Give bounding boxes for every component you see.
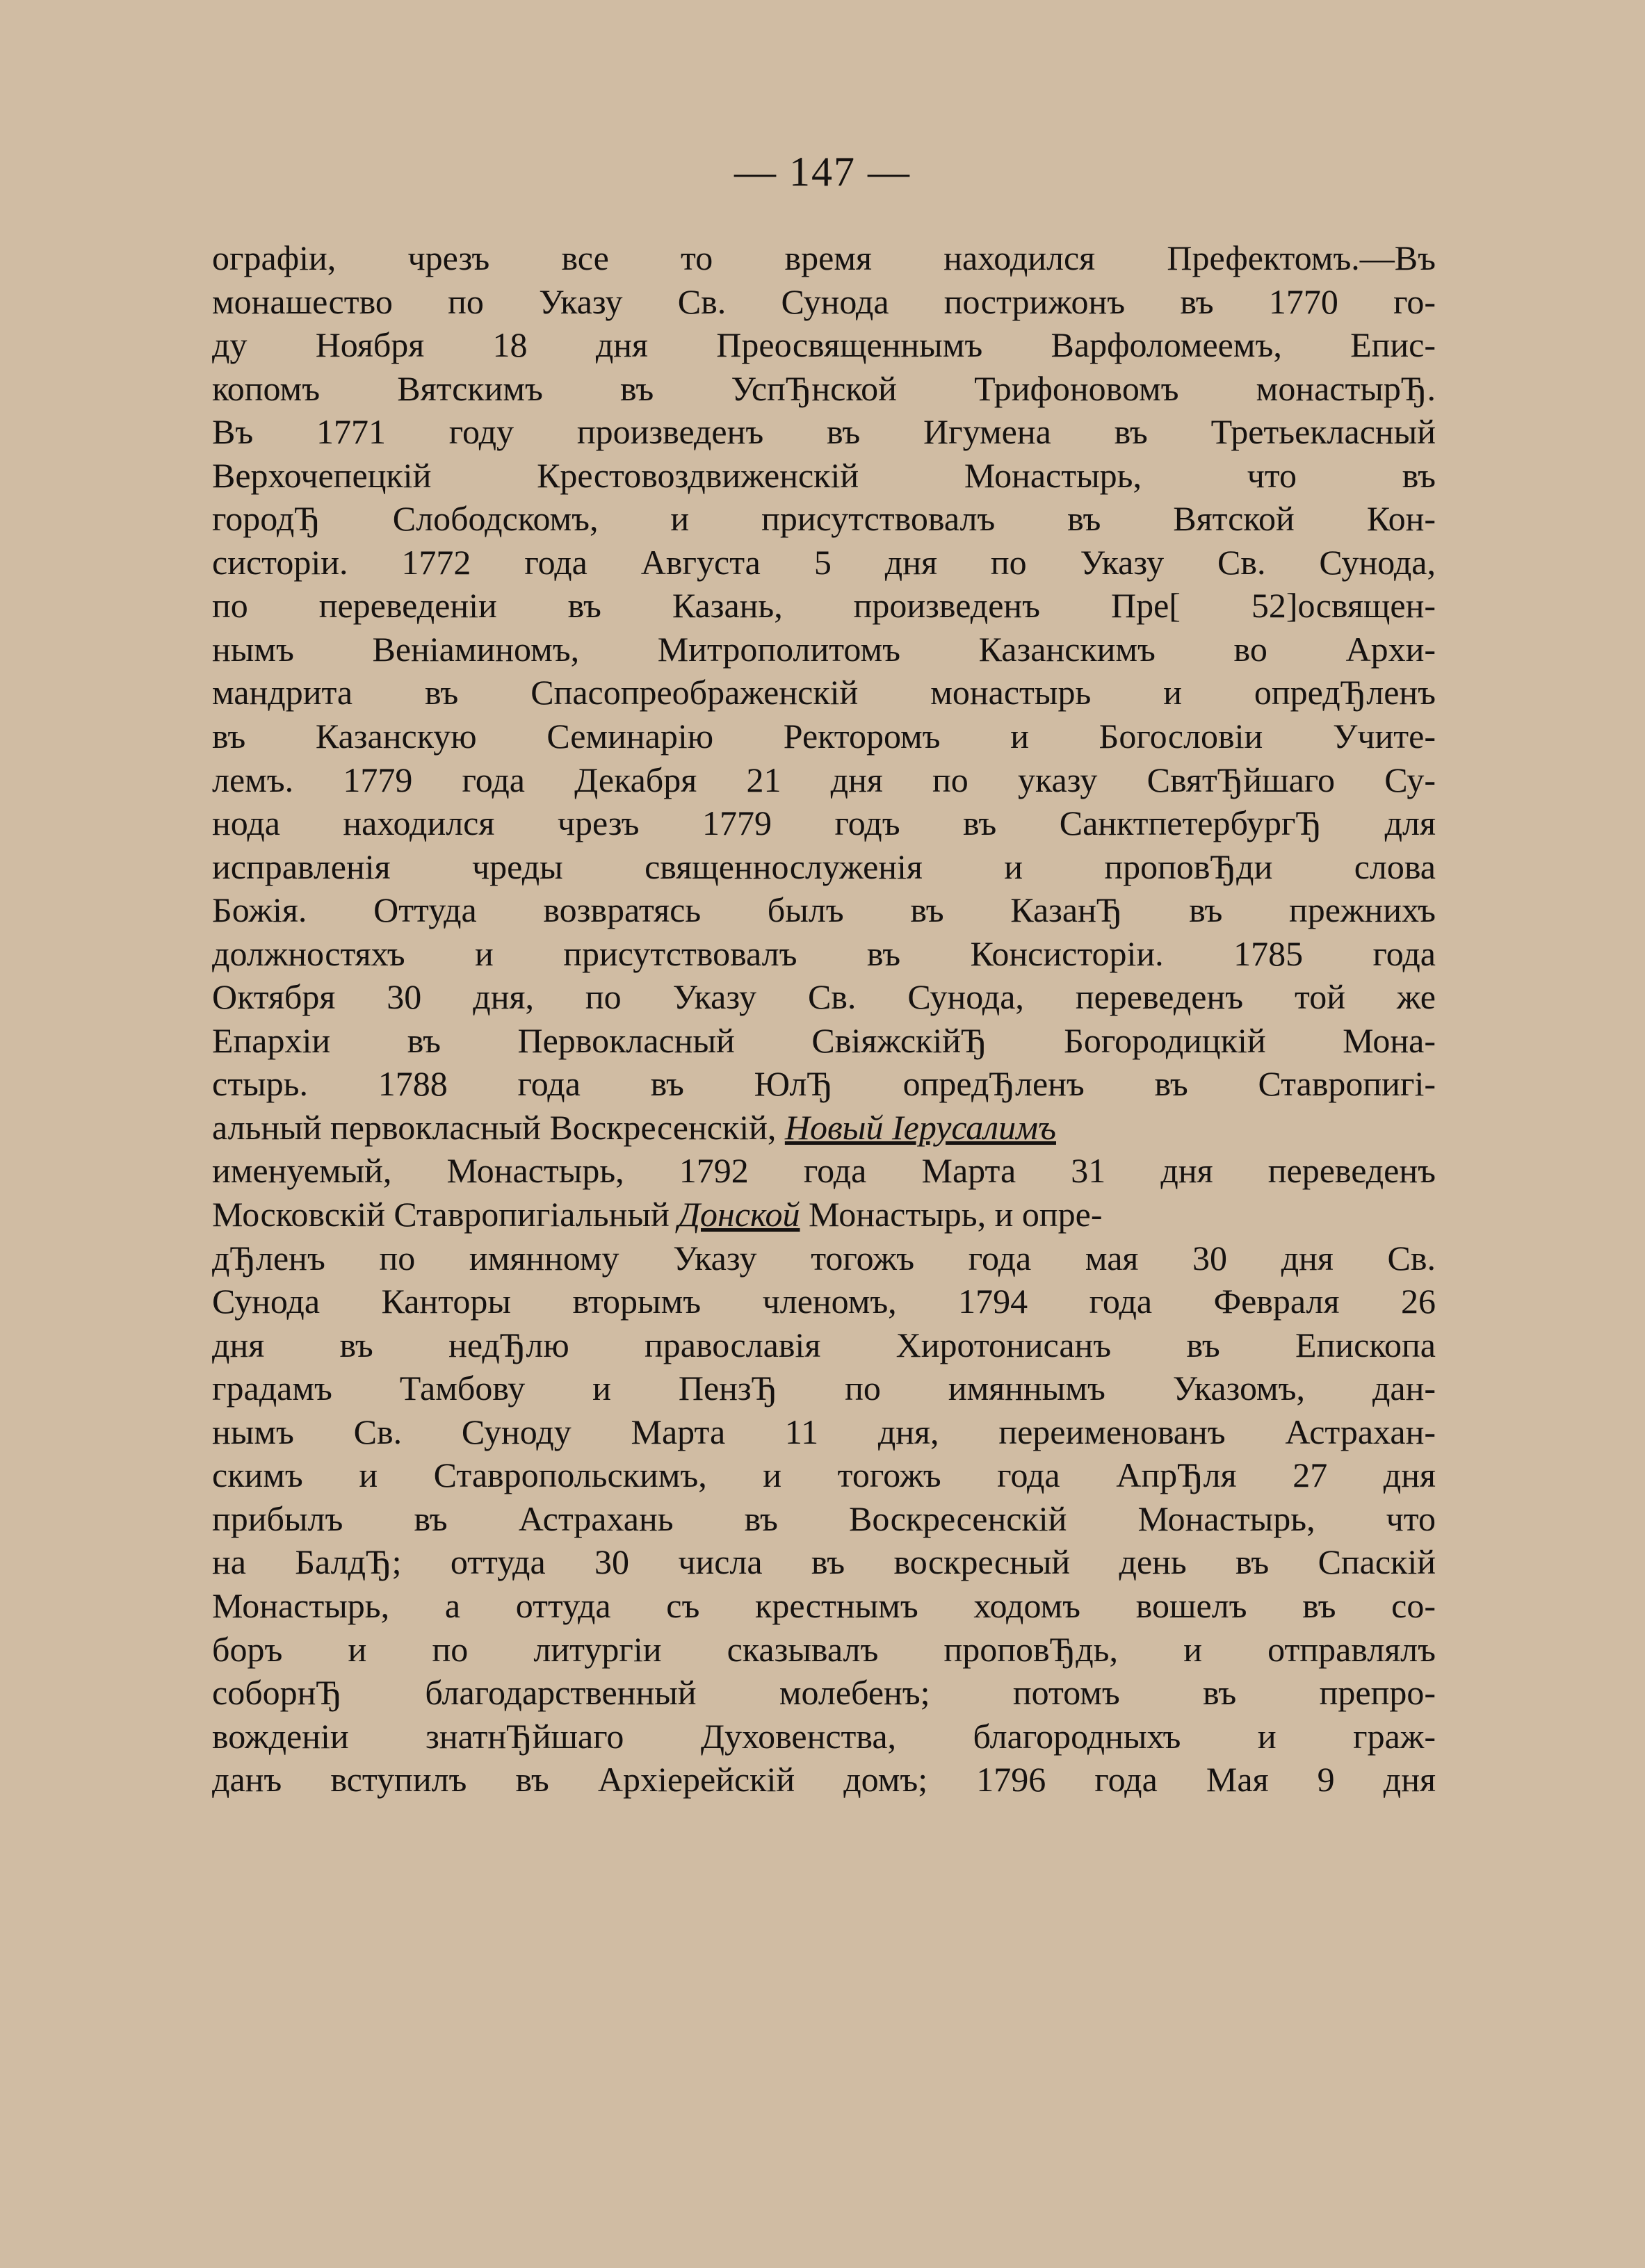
text-line: Епархіи въ Первокласный СвіяжскійЂ Богородицкій Мона-	[212, 1020, 1436, 1060]
text-line: копомъ Вятскимъ въ УспЂнской Трифоновомъ монастырЂ.	[212, 368, 1436, 408]
line-tail: Монастырь, и опре-	[809, 1195, 1103, 1234]
text-line: должностяхъ и присутствовалъ въ Консисторіи. 1785 года	[212, 933, 1436, 973]
text-line: прибылъ въ Астрахань въ Воскресенскій Монастырь, что	[212, 1499, 1436, 1538]
text-line: нымъ Веніаминомъ, Митрополитомъ Казанскимъ во Архи-	[212, 629, 1436, 669]
text-line: систоріи. 1772 года Августа 5 дня по Указу Св. Сунода,	[212, 542, 1436, 582]
text-line-with-italic	[212, 1106, 1436, 1150]
text-line: городЂ Слободскомъ, и присутствовалъ въ Вятской Кон-	[212, 499, 1436, 539]
text-line: дЂленъ по имянному Указу тогожъ года мая 30 дня Св.	[212, 1238, 1436, 1278]
text-line: ографіи, чрезъ все то время находился Префектомъ.—Въ	[212, 238, 1436, 277]
text-line: нымъ Св. Суноду Марта 11 дня, переименованъ Астрахан-	[212, 1412, 1436, 1451]
line-text: альный первокласный Воскресенскій,	[212, 1107, 777, 1147]
text-line: въ Казанскую Семинарію Ректоромъ и Богословіи Учите-	[212, 717, 1436, 756]
text-line: нода находился чрезъ 1779 годъ въ СанктпетербургЂ для	[212, 803, 1436, 843]
text-line: по переведеніи въ Казань, произведенъ Пре[ 52]освящен-	[212, 586, 1436, 626]
text-line: градамъ Тамбову и ПензЂ по имяннымъ Указомъ, дан-	[212, 1369, 1436, 1408]
text-line: Сунода Канторы вторымъ членомъ, 1794 года Февраля 26	[212, 1282, 1436, 1321]
text-line: ду Ноября 18 дня Преосвященнымъ Варфоломеемъ, Епис-	[212, 325, 1436, 365]
body-text	[212, 236, 1436, 1802]
text-line: дня въ недЂлю православія Хиротонисанъ въ Епископа	[212, 1325, 1436, 1364]
text-line-with-italic	[212, 1193, 1436, 1237]
text-line: исправленія чреды священнослуженія и проповЂди слова	[212, 847, 1436, 886]
italic-phrase: Новый Іерусалимъ	[784, 1107, 1056, 1147]
text-line: боръ и по литургіи сказывалъ проповЂдь, и отправлялъ	[212, 1629, 1436, 1669]
text-line: Монастырь, а оттуда съ крестнымъ ходомъ вошелъ въ со-	[212, 1585, 1436, 1625]
italic-phrase: Донской	[678, 1195, 800, 1234]
text-line: мандрита въ Спасопреображенскій монастырь и опредЂленъ	[212, 673, 1436, 712]
page-number: — 147 —	[734, 149, 911, 195]
text-line: на БалдЂ; оттуда 30 числа въ воскресный день въ Спаскій	[212, 1542, 1436, 1582]
text-line: скимъ и Ставропольскимъ, и тогожъ года АпрЂля 27 дня	[212, 1455, 1436, 1495]
text-line: Въ 1771 году произведенъ въ Игумена въ Третьекласный	[212, 412, 1436, 452]
text-line: Божія. Оттуда возвратясь былъ въ КазанЂ въ прежнихъ	[212, 890, 1436, 930]
text-line: именуемый, Монастырь, 1792 года Марта 31 дня переведенъ	[212, 1151, 1436, 1191]
text-line: лемъ. 1779 года Декабря 21 дня по указу СвятЂйшаго Су-	[212, 760, 1436, 799]
text-line: данъ вступилъ въ Архіерейскій домъ; 1796 года Мая 9 дня	[212, 1760, 1436, 1800]
text-line: вожденіи знатнЂйшаго Духовенства, благородныхъ и граж-	[212, 1716, 1436, 1756]
text-line: Верхочепецкій Крестовоздвиженскій Монастырь, что въ	[212, 455, 1436, 495]
text-line: соборнЂ благодарственный молебенъ; потомъ въ препро-	[212, 1673, 1436, 1713]
text-line: Октября 30 дня, по Указу Св. Сунода, переведенъ той же	[212, 977, 1436, 1017]
text-line: стырь. 1788 года въ ЮлЂ опредЂленъ въ Ставропигі-	[212, 1064, 1436, 1104]
line-text: Московскій Ставропигіальный	[212, 1195, 670, 1234]
text-line: монашество по Указу Св. Сунода пострижонъ въ 1770 го-	[212, 282, 1436, 321]
